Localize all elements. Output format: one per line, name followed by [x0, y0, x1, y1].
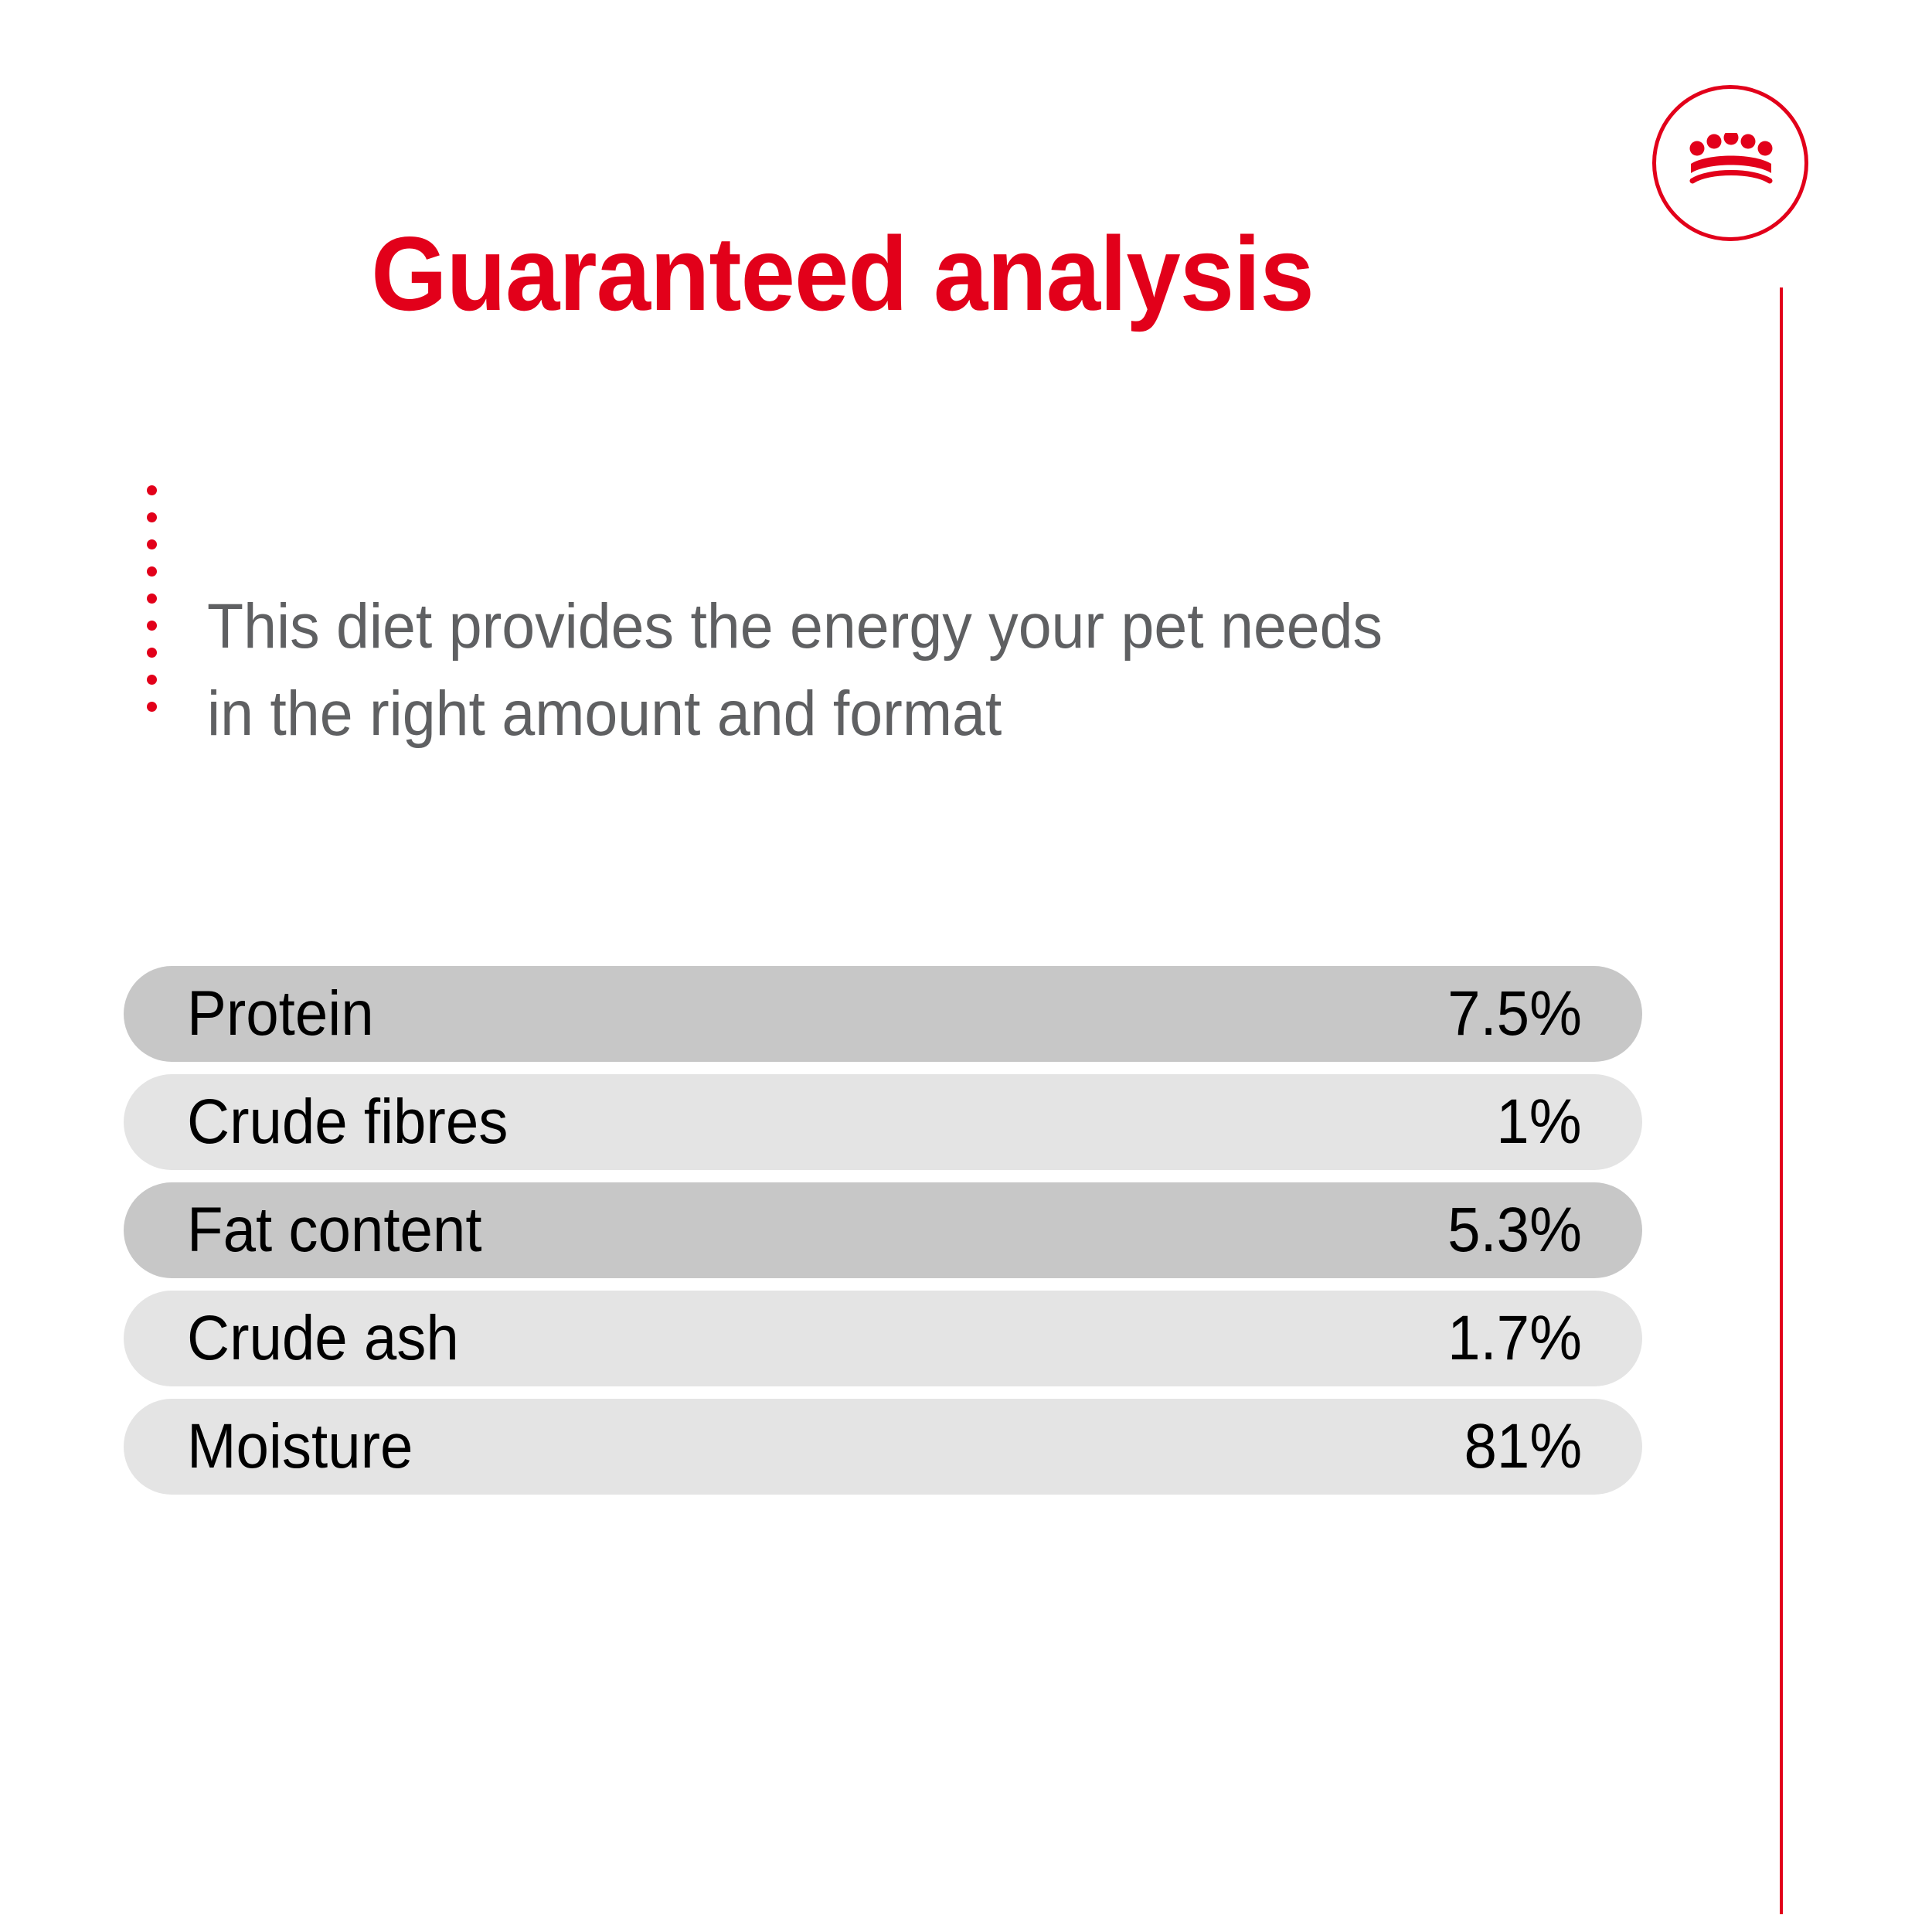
page-title: Guaranteed analysis [371, 215, 1314, 333]
analysis-row-value: 81% [1464, 1411, 1582, 1481]
analysis-row-label: Protein [187, 978, 374, 1049]
intro-line-2: in the right amount and format [207, 679, 1002, 750]
analysis-row-value: 1% [1496, 1087, 1582, 1157]
analysis-row [124, 1291, 1642, 1386]
analysis-row-value: 7.5% [1447, 978, 1582, 1049]
analysis-list [124, 966, 1642, 1507]
analysis-row-label: Moisture [187, 1411, 413, 1481]
analysis-row-label: Fat content [187, 1195, 482, 1265]
brand-logo [1652, 85, 1815, 247]
analysis-row-value: 1.7% [1447, 1303, 1582, 1373]
vertical-accent-rule [1780, 287, 1783, 1914]
intro-line-1: This diet provides the energy your pet needs [207, 591, 1383, 662]
dotted-accent [147, 485, 158, 756]
royal-crown-icon [1688, 133, 1774, 195]
analysis-row [124, 966, 1642, 1062]
analysis-row-value: 5.3% [1447, 1195, 1582, 1265]
analysis-row-label: Crude fibres [187, 1087, 509, 1157]
analysis-row [124, 1182, 1642, 1278]
analysis-row [124, 1399, 1642, 1495]
analysis-row-label: Crude ash [187, 1303, 459, 1373]
analysis-row [124, 1074, 1642, 1170]
intro-paragraph [207, 583, 1515, 757]
